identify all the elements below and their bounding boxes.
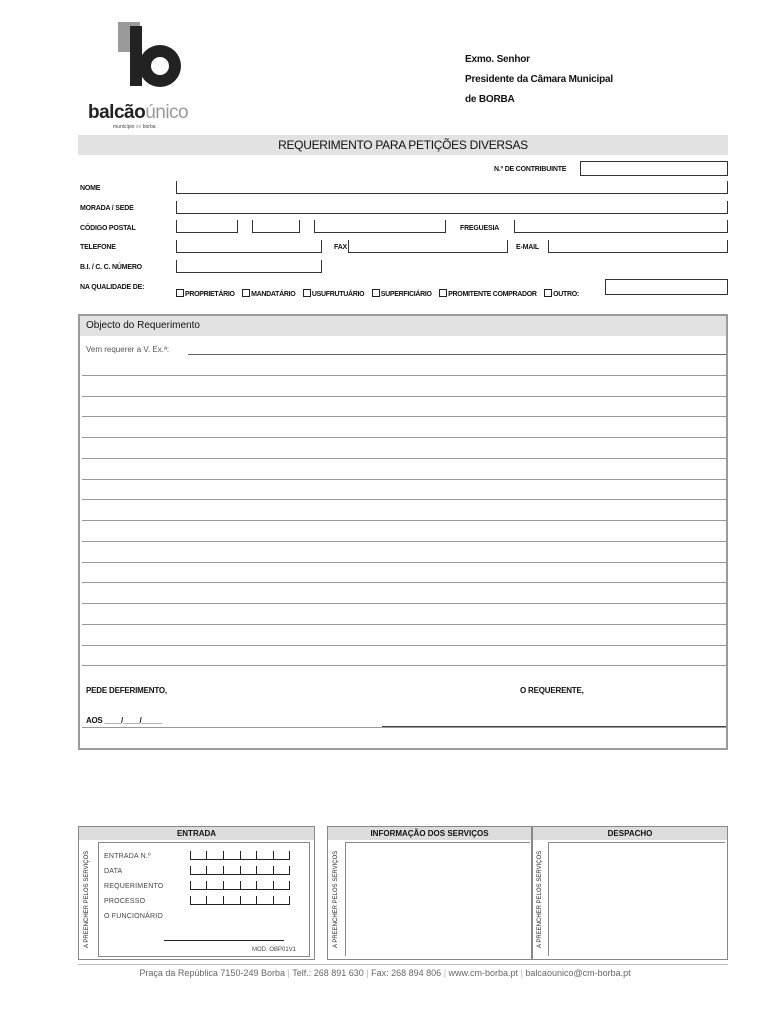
footer-fax: Fax: 268 894 806 bbox=[371, 968, 442, 978]
form-title-bar bbox=[78, 135, 728, 155]
qualidade-options bbox=[176, 283, 582, 301]
checkbox-proprietario[interactable] bbox=[176, 289, 184, 297]
addressee-line-3: de BORBA bbox=[465, 94, 515, 105]
telefone-field[interactable] bbox=[176, 240, 322, 253]
text-line bbox=[82, 437, 726, 438]
objecto-first-line[interactable] bbox=[188, 354, 726, 355]
codigo-postal-field-1[interactable] bbox=[176, 220, 238, 233]
despacho-area[interactable] bbox=[548, 842, 725, 956]
entrada-requerimento-label: REQUERIMENTO bbox=[104, 883, 164, 890]
logo-b-mark bbox=[118, 22, 188, 90]
informacao-side-label: A PREENCHER PELOS SERVIÇOS bbox=[333, 850, 339, 948]
fax-field[interactable] bbox=[348, 240, 508, 253]
option-promitente[interactable]: PROMITENTE COMPRADOR bbox=[439, 291, 537, 298]
freguesia-field[interactable] bbox=[514, 220, 728, 233]
option-proprietario[interactable]: PROPRIETÁRIO bbox=[176, 291, 235, 298]
entrada-heading: ENTRADA bbox=[79, 827, 314, 840]
checkbox-usufrutuario[interactable] bbox=[303, 289, 311, 297]
informacao-heading: INFORMAÇÃO DOS SERVIÇOS bbox=[328, 827, 531, 840]
objecto-intro: Vem requerer a V. Ex.ª: bbox=[86, 345, 170, 354]
despacho-heading: DESPACHO bbox=[533, 827, 727, 840]
entrada-data-label: DATA bbox=[104, 868, 123, 875]
entrada-data-boxes[interactable] bbox=[190, 864, 290, 875]
logo-word-unico: único bbox=[145, 102, 189, 123]
outro-field[interactable] bbox=[605, 279, 728, 295]
codigo-postal-label: CÓDIGO POSTAL bbox=[80, 225, 136, 232]
addressee-line-1: Exmo. Senhor bbox=[465, 54, 530, 65]
nome-label: NOME bbox=[80, 185, 101, 192]
footer-sep: | bbox=[520, 968, 526, 978]
entrada-processo-boxes[interactable] bbox=[190, 894, 290, 905]
despacho-side-label: A PREENCHER PELOS SERVIÇOS bbox=[537, 850, 543, 948]
addressee-block bbox=[465, 50, 613, 110]
footer-address: Praça da República 7150-249 Borba bbox=[139, 968, 285, 978]
footer-tel: Telf.: 268 891 630 bbox=[292, 968, 364, 978]
codigo-postal-field-2[interactable] bbox=[252, 220, 300, 233]
form-title: REQUERIMENTO PARA PETIÇÕES DIVERSAS bbox=[278, 138, 528, 152]
logo-wordmark bbox=[88, 102, 188, 124]
morada-field[interactable] bbox=[176, 201, 728, 214]
text-line bbox=[82, 416, 726, 417]
telefone-label: TELEFONE bbox=[80, 244, 116, 251]
checkbox-promitente[interactable] bbox=[439, 289, 447, 297]
footer bbox=[0, 968, 770, 978]
entrada-requerimento-boxes[interactable] bbox=[190, 879, 290, 890]
localidade-field[interactable] bbox=[314, 220, 446, 233]
footer-sep: | bbox=[366, 968, 372, 978]
mod-code: MOD. OBP01V1 bbox=[252, 947, 297, 953]
footer-sep: | bbox=[287, 968, 293, 978]
text-line bbox=[82, 541, 726, 542]
pede-deferimento: PEDE DEFERIMENTO, bbox=[86, 686, 167, 695]
freguesia-label: FREGUESIA bbox=[460, 225, 500, 232]
text-line bbox=[82, 562, 726, 563]
option-superficiario[interactable]: SUPERFICIÁRIO bbox=[372, 291, 432, 298]
qualidade-label: NA QUALIDADE DE: bbox=[80, 284, 145, 291]
aos-date[interactable]: AOS ____/____/_____ bbox=[86, 716, 163, 725]
text-line bbox=[82, 645, 726, 646]
option-outro[interactable]: OUTRO: bbox=[544, 291, 579, 298]
text-line bbox=[82, 603, 726, 604]
entrada-numero-label: ENTRADA N.º bbox=[104, 853, 151, 860]
logo bbox=[88, 22, 218, 132]
informacao-area[interactable] bbox=[345, 842, 530, 956]
footer-sep: | bbox=[443, 968, 449, 978]
option-usufrutuario[interactable]: USUFRUTUÁRIO bbox=[303, 291, 364, 298]
footer-web-link[interactable]: www.cm-borba.pt bbox=[448, 968, 519, 978]
signature-line[interactable] bbox=[382, 726, 726, 727]
nome-field[interactable] bbox=[176, 181, 728, 194]
text-line bbox=[82, 396, 726, 397]
text-line bbox=[82, 499, 726, 500]
email-label: E-MAIL bbox=[516, 244, 539, 251]
morada-label: MORADA / SEDE bbox=[80, 205, 134, 212]
text-line bbox=[82, 727, 726, 728]
email-field[interactable] bbox=[548, 240, 728, 253]
requerente-label: O REQUERENTE, bbox=[520, 686, 584, 695]
footer-email-link[interactable]: balcaounico@cm-borba.pt bbox=[525, 968, 631, 978]
text-line bbox=[82, 665, 726, 666]
logo-word-balcao: balcão bbox=[88, 102, 146, 123]
addressee-line-2: Presidente da Câmara Municipal bbox=[465, 74, 613, 85]
entrada-funcionario-label: O FUNCIONÁRIO bbox=[104, 913, 163, 920]
text-line bbox=[82, 375, 726, 376]
text-line bbox=[82, 520, 726, 521]
logo-tagline: município de borba bbox=[113, 124, 156, 130]
option-mandatario[interactable]: MANDATÁRIO bbox=[242, 291, 295, 298]
contribuinte-field[interactable] bbox=[580, 161, 728, 176]
objecto-panel bbox=[78, 314, 728, 750]
checkbox-outro[interactable] bbox=[544, 289, 552, 297]
footer-divider bbox=[78, 964, 728, 965]
text-line bbox=[82, 479, 726, 480]
contribuinte-label: N.º DE CONTRIBUINTE bbox=[494, 166, 567, 173]
text-line bbox=[82, 582, 726, 583]
bi-label: B.I. / C. C. NÚMERO bbox=[80, 264, 142, 271]
funcionario-signature-line[interactable] bbox=[164, 940, 284, 941]
entrada-numero-boxes[interactable] bbox=[190, 849, 290, 860]
checkbox-mandatario[interactable] bbox=[242, 289, 250, 297]
text-line bbox=[82, 458, 726, 459]
objecto-heading: Objecto do Requerimento bbox=[86, 320, 200, 331]
checkbox-superficiario[interactable] bbox=[372, 289, 380, 297]
text-line bbox=[82, 624, 726, 625]
entrada-side-label: A PREENCHER PELOS SERVIÇOS bbox=[84, 850, 90, 948]
entrada-processo-label: PROCESSO bbox=[104, 898, 146, 905]
bi-field[interactable] bbox=[176, 260, 322, 273]
fax-label: FAX bbox=[334, 244, 348, 251]
